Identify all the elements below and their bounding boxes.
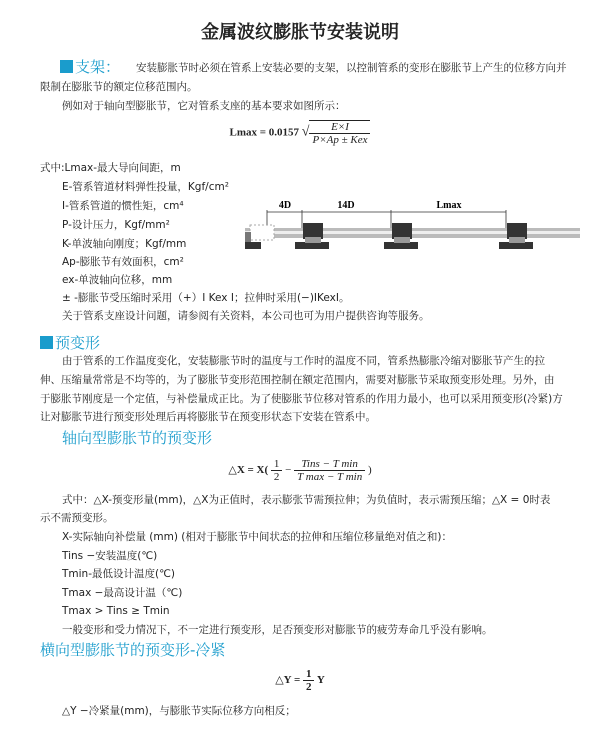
square-bullet-icon — [40, 336, 53, 349]
legend-line: 式中:Lmax-最大导向间距，m — [40, 162, 181, 174]
formula-lhs: △X = X( — [228, 464, 269, 477]
heading-text: 支架： — [75, 58, 121, 76]
section-heading-support — [60, 58, 120, 76]
support-para-line: 安装膨胀节时必须在管系上安装必要的支架，以控制管系的变形在膨胀节上产生的位移方向并 — [136, 62, 567, 74]
dim-label-14d: 14D — [337, 200, 355, 211]
support-para: 例如对于轴向型膨胀节，它对管系支座的基本要求如图所示： — [62, 100, 346, 112]
legend-line: ± -膨胀节受压缩时采用（+）I Kex I；拉伸时采用(−)IKexI。 — [62, 292, 350, 304]
formula-numerator: E×I — [309, 121, 370, 134]
section-heading-predeform — [40, 334, 100, 352]
predeform-line: 由于管系的工作温度变化，安装膨胀节时的温度与工作时的温度不同，管系热膨胀冷缩对膨胀节产生的拉 — [62, 355, 545, 367]
formula-delta-x — [0, 458, 600, 483]
formula-denominator: P×Ap ± Kex — [312, 134, 368, 146]
section-heading-lateral: 横向型膨胀节的预变形-冷紧 — [40, 641, 226, 659]
formula-denominator: T max − T min — [297, 471, 363, 483]
predeform-line: 让对膨胀节进行预变形处理后再将膨胀节在预变形状态下安装在管系中。 — [40, 411, 376, 423]
heading-text: 预变形 — [55, 334, 101, 352]
legend-line: P-设计压力，Kgf/mm² — [62, 219, 170, 231]
pipe-support-diagram — [245, 195, 590, 260]
dim-label-4d: 4D — [278, 200, 292, 211]
formula-lhs: △Y = — [275, 674, 301, 687]
square-bullet-icon — [60, 60, 73, 73]
predeform-line: 于膨胀节刚度是一个定值，与补偿量成正比。为了使膨胀节位移对管系的作用力最小，也可以采用预变形(冷紧)方 — [40, 393, 563, 405]
axial-line: Tmin-最低设计温度(℃) — [62, 568, 175, 580]
axial-line: Tmax > Tins ≥ Tmin — [62, 605, 170, 617]
legend-line: K-单波轴向刚度；Kgf/mm — [62, 238, 187, 250]
formula-numerator: 1 — [303, 668, 315, 681]
legend-line: I-管系管道的惯性矩，cm⁴ — [62, 200, 184, 212]
axial-line: 式中：△X-预变形量(mm)，△X为正值时，表示膨张节需预拉伸；为负值时，表示需预压缩；△X = 0时表 — [62, 494, 551, 506]
formula-lmax: Lmax = 0.0157 √ $\frac{E\times I}{\text{P×Ap ± Kex}}$ — [0, 120, 600, 146]
formula-rhs: ) — [367, 464, 372, 477]
formula-half-num: 1 — [271, 458, 283, 471]
formula-numerator: Tins − T min — [294, 458, 365, 471]
axial-line: X-实际轴向补偿量 (mm) (相对于膨胀节中间状态的拉伸和压缩位移量绝对值之和)： — [62, 531, 452, 543]
formula-delta-y — [0, 668, 600, 693]
axial-line: Tmax −最高设计温（℃) — [62, 587, 183, 599]
axial-line: Tins −安装温度(℃) — [62, 550, 158, 562]
formula-denominator: 2 — [305, 681, 312, 693]
legend-line: E-管系管道材料弹性投量，Kgf/cm² — [62, 181, 229, 193]
legend-line: ex-单波轴向位移，mm — [62, 274, 173, 286]
legend-line: Ap-膨胀节有效面积，cm² — [62, 256, 184, 268]
support-para-line: 限制在膨胀节的额定位移范围内。 — [40, 81, 198, 93]
axial-line: 一般变形和受力情况下，不一定进行预变形，足否预变形对膨胀节的疲劳寿命几乎没有影响。 — [62, 624, 493, 636]
lateral-line: △Y −冷紧量(mm)，与膨胀节实际位移方向相反； — [62, 705, 296, 717]
predeform-line: 伸、压缩量常常是不均等的，为了膨胀节变形范围控制在额定范围内，需要对膨胀节采取预变形处理。另外，由 — [40, 374, 555, 386]
section-heading-axial: 轴向型膨胀节的预变形 — [62, 429, 213, 447]
formula-lhs: Lmax = 0.0157 — [229, 126, 300, 139]
axial-line: 示不需预变形。 — [40, 512, 114, 524]
legend-line: 关于管系支座设计问题，请参阅有关资料，本公司也可为用户提供咨询等服务。 — [62, 310, 430, 322]
page-title: 金属波纹膨胀节安装说明 — [201, 22, 399, 43]
formula-minus: − — [285, 464, 292, 477]
formula-rhs: Y — [316, 674, 325, 687]
formula-half-den: 2 — [273, 471, 280, 483]
dim-label-lmax: Lmax — [436, 200, 462, 211]
